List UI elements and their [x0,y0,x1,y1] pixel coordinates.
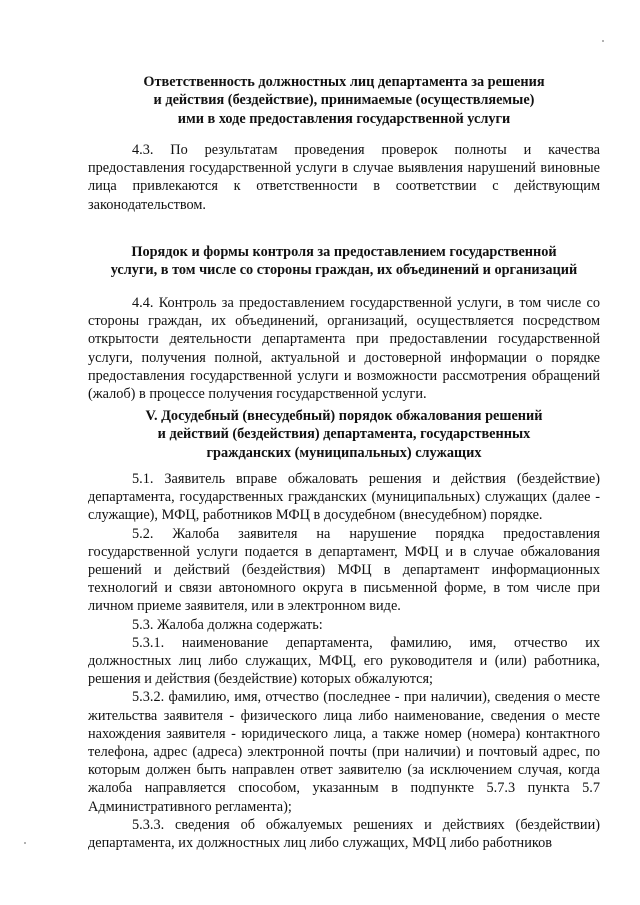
heading-line: Порядок и формы контроля за предоставлением государственной [131,244,557,260]
paragraph-5-3-2: 5.3.2. фамилию, имя, отчество (последнее - при наличии), сведения о месте жительства заявителя - физического лица либо наименование, сведения о месте нахождения заявителя - юридического лица, а также номер (номера) контактного телефона, адрес (адреса) электронной почты (при наличии) и почтовый адрес, по которым должен быть направлен ответ заявителю (за исключением случая, когда жалоба направляется способом, указанным в подпункте 5.7.3 пункта 5.7 Административного регламента); [88,689,600,815]
heading-line: V. Досудебный (внесудебный) порядок обжалования решений [145,408,543,424]
heading-responsibility [88,73,600,128]
scan-speck [24,842,26,844]
scan-speck [602,40,604,42]
paragraph-4-4: 4.4. Контроль за предоставлением государственной услуги, в том числе со стороны граждан, их объединений, организаций, осуществляется посредством открытости деятельности департамента при предоставлении государственной услуги, получения полной, актуальной и достоверной информации о порядке предоставления государственной услуги и возможности рассмотрения обращений (жалоб) в процессе получения государственной услуги. [88,295,600,403]
paragraph-5-3-1: 5.3.1. наименование департамента, фамилию, имя, отчество их должностных лиц либо служащих, МФЦ, его руководителя и (или) работника, решения и действия (бездействие) которых обжалуются; [88,634,600,688]
heading-line: и действий (бездействия) департамента, государственных [157,426,531,443]
paragraph-5-3-3: 5.3.3. сведения об обжалуемых решениях и действиях (бездействии) департамента, их должностных лиц либо служащих, МФЦ либо работников [88,816,600,852]
heading-section-5 [88,407,600,462]
section-5-body [88,470,600,852]
heading-line: и действия (бездействие), принимаемые (осуществляемые) [153,92,535,109]
paragraph-4-3: 4.3. По результатам проведения проверок полноты и качества предоставления государственной услуги в случае выявления нарушений виновные лица привлекаются к ответственности в соответствии с действующим законодательством. [88,142,600,213]
heading-line: услуги, в том числе со стороны граждан, их объединений и организаций [110,262,578,279]
paragraph-4-4-block [88,294,600,403]
heading-control [88,243,600,280]
paragraph-5-3: 5.3. Жалоба должна содержать: [132,616,323,633]
heading-line: ими в ходе предоставления государственной услуги [177,110,511,127]
paragraph-5-1: 5.1. Заявитель вправе обжаловать решения и действия (бездействие) департамента, государственных гражданских (муниципальных) служащих (далее - служащие), МФЦ, работников МФЦ в досудебном (внесудебном) порядке. [88,471,600,524]
paragraph-5-2: 5.2. Жалоба заявителя на нарушение порядка предоставления государственной услуги подается в департамент, МФЦ и в случае обжалования решений и действий (бездействия) МФЦ в департамент информационных технологий и связи автономного округа в письменной форме, в том числе при личном приеме заявителя, или в электронном виде. [88,525,600,615]
heading-line: Ответственность должностных лиц департамента за решения [143,74,545,90]
heading-line: гражданских (муниципальных) служащих [206,444,482,461]
paragraph-4-3-block [88,141,600,214]
